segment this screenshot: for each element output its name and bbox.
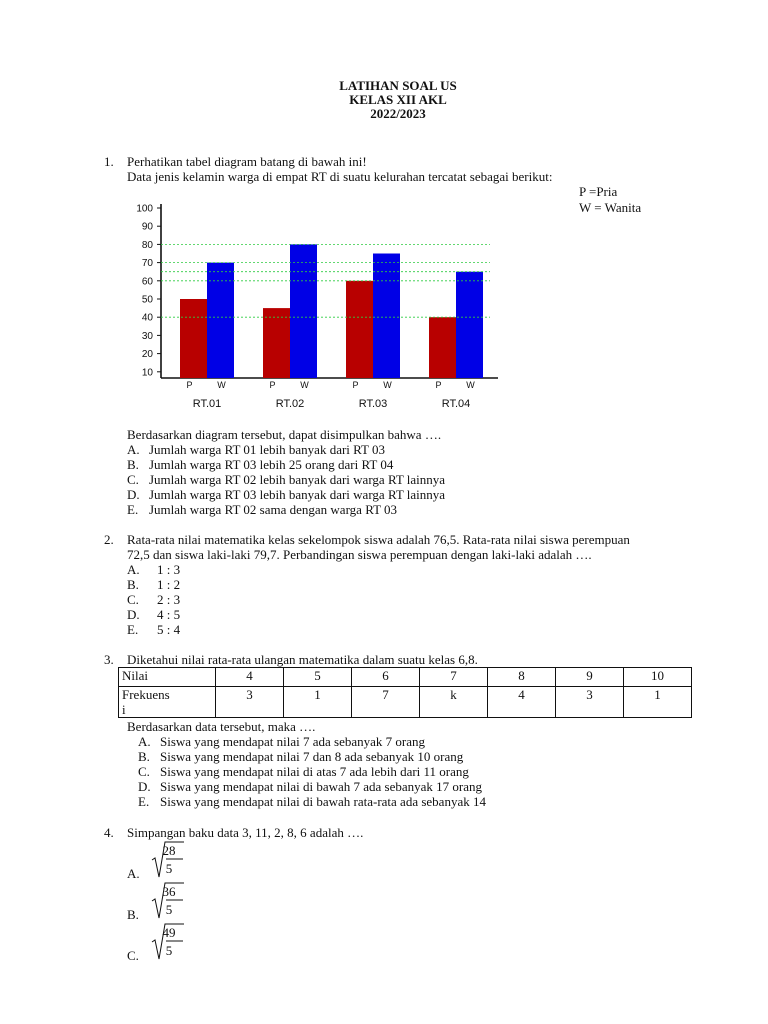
option-text: Siswa yang mendapat nilai di bawah rata-rata ada sebanyak 14 <box>160 794 486 809</box>
table-header-frekuensi <box>119 687 216 718</box>
option-letter: C. <box>127 592 139 607</box>
q4-option-c-letter: C. <box>127 948 139 963</box>
q3-option-d <box>138 779 482 794</box>
y-tick-label: 100 <box>136 203 153 215</box>
y-tick-label: 40 <box>141 312 153 324</box>
header-title: LATIHAN SOAL US <box>339 78 457 93</box>
option-letter: E. <box>127 502 139 517</box>
exam-header <box>0 79 768 121</box>
y-tick-label: 70 <box>141 258 153 270</box>
q3-number: 3. <box>104 652 114 667</box>
option-text: Jumlah warga RT 02 sama dengan warga RT 03 <box>149 502 398 517</box>
option-text: Siswa yang mendapat nilai di atas 7 ada lebih dari 11 orang <box>160 764 469 779</box>
q2-option-a <box>127 562 180 577</box>
option-text: 1 : 2 <box>157 577 181 592</box>
option-text: Jumlah warga RT 01 lebih banyak dari RT 03 <box>149 442 386 457</box>
option-text: Siswa yang mendapat nilai 7 ada sebanyak 7 orang <box>160 734 425 749</box>
legend-pria: P =Pria <box>579 184 618 199</box>
table-cell: k <box>420 687 488 718</box>
table-cell: 1 <box>624 687 692 718</box>
category-label: RT.01 <box>192 398 222 410</box>
option-letter: D. <box>127 487 140 502</box>
option-letter: A. <box>127 442 140 457</box>
y-tick-label: 80 <box>141 239 153 251</box>
table-cell: 5 <box>284 668 352 687</box>
bar-w-rt03 <box>373 254 400 379</box>
q4-option-a-denominator: 5 <box>165 861 173 876</box>
header-class: KELAS XII AKL <box>349 92 447 107</box>
q1-option-b <box>127 457 393 472</box>
table-cell: 3 <box>556 687 624 718</box>
bar-sub-label: W <box>383 380 392 390</box>
bar-p-rt04 <box>429 317 456 378</box>
q2-option-e <box>127 622 180 637</box>
q4-number: 4. <box>104 825 114 840</box>
table-header-nilai: Nilai <box>119 668 216 687</box>
bar-sub-label: P <box>352 380 359 390</box>
q1-option-e <box>127 502 397 517</box>
q2-option-b <box>127 577 180 592</box>
category-label: RT.04 <box>441 398 471 410</box>
q4-option-a-numerator: 28 <box>162 843 176 858</box>
option-letter: B. <box>138 749 150 764</box>
frequency-table <box>118 667 692 718</box>
table-row <box>119 668 692 687</box>
table-header-frekuensi-part1: Frekuens <box>122 687 170 702</box>
table-cell: 4 <box>488 687 556 718</box>
q4-option-b-numerator: 36 <box>162 884 176 899</box>
y-tick-label: 20 <box>141 349 153 361</box>
q1-prompt: Berdasarkan diagram tersebut, dapat disimpulkan bahwa …. <box>127 427 442 442</box>
option-text: Jumlah warga RT 02 lebih banyak dari warga RT lainnya <box>149 472 446 487</box>
table-cell: 8 <box>488 668 556 687</box>
table-cell: 9 <box>556 668 624 687</box>
bar-sub-label: W <box>217 380 226 390</box>
option-text: 4 : 5 <box>157 607 181 622</box>
option-text: Siswa yang mendapat nilai 7 dan 8 ada sebanyak 10 orang <box>160 749 464 764</box>
option-letter: E. <box>127 622 139 637</box>
q3-option-b <box>138 749 463 764</box>
category-label: RT.02 <box>275 398 305 410</box>
bar-sub-label: P <box>269 380 276 390</box>
q1-option-c <box>127 472 445 487</box>
bar-w-rt02 <box>290 244 317 378</box>
q4-option-c-denominator: 5 <box>165 943 173 958</box>
q3-option-c <box>138 764 469 779</box>
option-letter: C. <box>138 764 150 779</box>
category-label: RT.03 <box>358 398 388 410</box>
bar-w-rt01 <box>207 263 234 378</box>
q2-number: 2. <box>104 532 114 547</box>
q3-text: Diketahui nilai rata-rata ulangan matematika dalam suatu kelas 6,8. <box>127 652 478 667</box>
option-letter: B. <box>127 577 139 592</box>
y-tick-label: 90 <box>141 221 153 233</box>
option-text: Jumlah warga RT 03 lebih banyak dari warga RT lainnya <box>149 487 446 502</box>
option-letter: A. <box>127 562 140 577</box>
table-cell: 7 <box>352 687 420 718</box>
option-letter: D. <box>138 779 151 794</box>
option-letter: B. <box>127 457 139 472</box>
q3-option-a <box>138 734 425 749</box>
table-row <box>119 687 692 718</box>
q2-option-d <box>127 607 180 622</box>
table-cell: 7 <box>420 668 488 687</box>
bar-sub-label: P <box>435 380 442 390</box>
q2-option-c <box>127 592 180 607</box>
option-letter: A. <box>138 734 151 749</box>
y-tick-label: 60 <box>141 276 153 288</box>
bar-sub-label: P <box>186 380 193 390</box>
legend-wanita: W = Wanita <box>579 200 642 215</box>
table-header-frekuensi-part2: i <box>122 702 126 717</box>
bar-sub-label: W <box>466 380 475 390</box>
table-cell: 6 <box>352 668 420 687</box>
option-letter: D. <box>127 607 140 622</box>
q1-text-line2: Data jenis kelamin warga di empat RT di suatu kelurahan tercatat sebagai berikut: <box>127 169 553 184</box>
bar-p-rt01 <box>180 299 207 378</box>
q4-option-c-numerator: 49 <box>162 925 176 940</box>
q4-text: Simpangan baku data 3, 11, 2, 8, 6 adalah …. <box>127 825 364 840</box>
option-text: Jumlah warga RT 03 lebih 25 orang dari RT 04 <box>149 457 394 472</box>
header-year: 2022/2023 <box>370 106 426 121</box>
q4-option-b-denominator: 5 <box>165 902 173 917</box>
y-tick-label: 50 <box>141 294 153 306</box>
option-text: 2 : 3 <box>157 592 181 607</box>
table-cell: 1 <box>284 687 352 718</box>
q1-text-line1: Perhatikan tabel diagram batang di bawah ini! <box>127 154 367 169</box>
option-text: 1 : 3 <box>157 562 181 577</box>
q4-option-a-letter: A. <box>127 866 140 881</box>
bar-p-rt03 <box>346 281 373 378</box>
option-letter: C. <box>127 472 139 487</box>
option-text: 5 : 4 <box>157 622 181 637</box>
table-cell: 3 <box>216 687 284 718</box>
q1-number: 1. <box>104 154 114 169</box>
q1-option-a <box>127 442 385 457</box>
q1-option-d <box>127 487 445 502</box>
bar-w-rt04 <box>456 272 483 378</box>
q2-text-line2: 72,5 dan siswa laki-laki 79,7. Perbandingan siswa perempuan dengan laki-laki adalah …. <box>127 547 592 562</box>
option-letter: E. <box>138 794 150 809</box>
q3-option-e <box>138 794 486 809</box>
table-cell: 4 <box>216 668 284 687</box>
q3-prompt: Berdasarkan data tersebut, maka …. <box>127 719 316 734</box>
table-cell: 10 <box>624 668 692 687</box>
option-text: Siswa yang mendapat nilai di bawah 7 ada sebanyak 17 orang <box>160 779 483 794</box>
bar-p-rt02 <box>263 308 290 378</box>
y-tick-label: 10 <box>141 367 153 379</box>
bar-chart <box>128 198 508 414</box>
bar-sub-label: W <box>300 380 309 390</box>
q2-text-line1: Rata-rata nilai matematika kelas sekelompok siswa adalah 76,5. Rata-rata nilai siswa perempuan <box>127 532 630 547</box>
q4-option-b-letter: B. <box>127 907 139 922</box>
y-tick-label: 30 <box>141 330 153 342</box>
